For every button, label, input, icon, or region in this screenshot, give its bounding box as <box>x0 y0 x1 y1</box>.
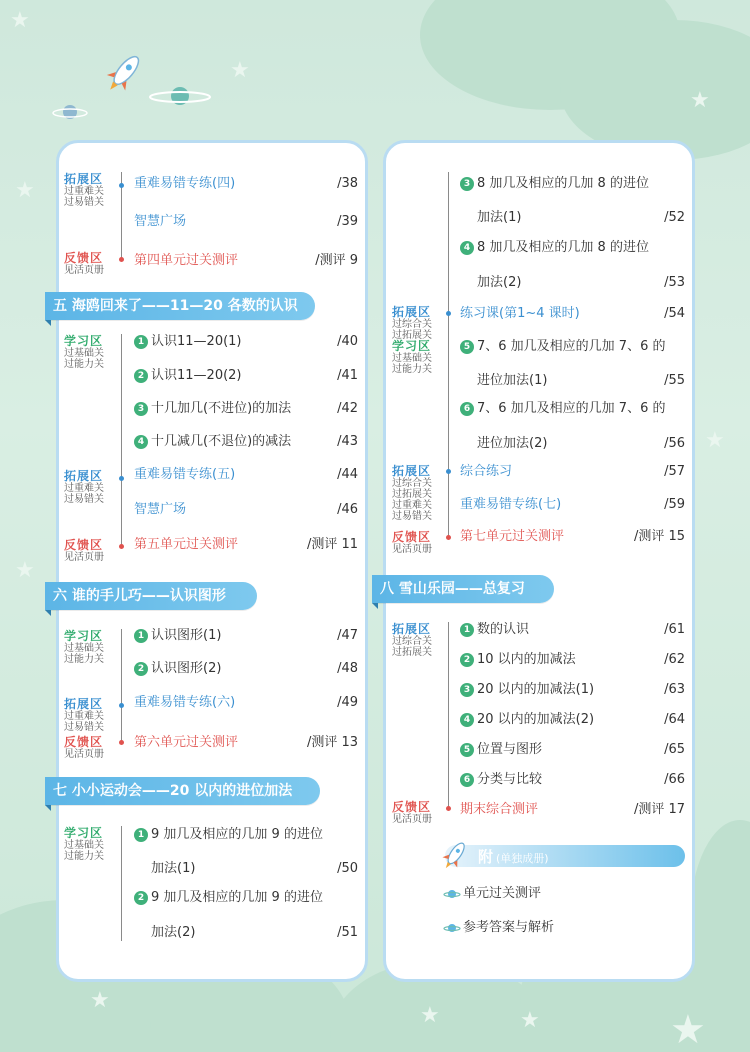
zone-subtitle: 过综合关 <box>392 636 432 647</box>
star-icon: ★ <box>670 1007 706 1052</box>
entry-title: 第六单元过关测评 <box>134 735 239 750</box>
zone-subtitle: 过拓展关 <box>392 489 432 500</box>
toc-entry[interactable] <box>460 621 529 639</box>
lesson-number-badge: 1 <box>134 629 148 643</box>
zone-subtitle: 过基础关 <box>64 840 104 851</box>
zone-subtitle: 过重难关 <box>392 500 432 511</box>
toc-entry[interactable] <box>460 239 649 257</box>
rocket-icon <box>440 838 470 872</box>
zone-title: 拓展区 <box>392 464 432 478</box>
entry-title: 加法(2) <box>151 925 196 940</box>
zone-study <box>64 629 104 665</box>
entry-title: 7、6 加几及相应的几加 7、6 的 <box>477 401 666 416</box>
lesson-number-badge: 3 <box>134 402 148 416</box>
zone-subtitle: 过能力关 <box>64 359 104 370</box>
unit-banner: 六 谁的手儿巧——认识图形 <box>45 582 257 610</box>
entry-title: 十几加几(不进位)的加法 <box>151 401 292 416</box>
timeline-dot <box>119 544 124 549</box>
zone-title: 反馈区 <box>392 800 432 814</box>
toc-entry-continued[interactable] <box>151 924 195 942</box>
star-icon: ★ <box>705 428 725 453</box>
toc-entry[interactable] <box>460 741 542 759</box>
lesson-number-badge: 2 <box>460 653 474 667</box>
page-number: /61 <box>664 622 685 637</box>
page-number: /39 <box>337 214 358 229</box>
zone-subtitle: 见活页册 <box>392 814 432 825</box>
zone-title: 学习区 <box>64 629 104 643</box>
zone-subtitle: 过基础关 <box>64 348 104 359</box>
toc-entry[interactable] <box>134 734 238 752</box>
page-number: /62 <box>664 652 685 667</box>
toc-entry[interactable] <box>460 681 594 699</box>
zone-study <box>64 334 104 370</box>
zone-title: 拓展区 <box>64 172 104 186</box>
zone-title: 反馈区 <box>64 735 104 749</box>
zone-title: 拓展区 <box>64 697 104 711</box>
entry-title: 8 加几及相应的几加 8 的进位 <box>477 240 649 255</box>
timeline-dot <box>119 257 124 262</box>
planet-icon <box>145 82 215 112</box>
zone-title: 学习区 <box>64 826 104 840</box>
page-number: /43 <box>337 434 358 449</box>
toc-entry[interactable] <box>134 433 291 451</box>
zone-expand <box>392 305 432 341</box>
toc-entry[interactable] <box>134 536 238 554</box>
page-number: /51 <box>337 925 358 940</box>
toc-entry-continued[interactable] <box>477 372 547 390</box>
toc-entry[interactable] <box>134 400 291 418</box>
lesson-number-badge: 5 <box>460 743 474 757</box>
toc-entry[interactable] <box>134 252 238 270</box>
entry-title: 加法(1) <box>477 210 522 225</box>
zone-title: 学习区 <box>64 334 104 348</box>
lesson-number-badge: 2 <box>134 369 148 383</box>
entry-title: 数的认识 <box>477 622 530 637</box>
page-number: /48 <box>337 661 358 676</box>
page-number: /38 <box>337 176 358 191</box>
toc-entry-continued[interactable] <box>477 209 521 227</box>
star-icon: ★ <box>690 88 710 113</box>
page-number: /44 <box>337 467 358 482</box>
toc-entry[interactable] <box>460 338 665 356</box>
star-icon: ★ <box>90 988 110 1013</box>
page-number: /测评 11 <box>306 537 358 552</box>
entry-title: 9 加几及相应的几加 9 的进位 <box>151 827 323 842</box>
unit-banner: 七 小小运动会——20 以内的进位加法 <box>45 777 320 805</box>
unit-banner: 八 雪山乐园——总复习 <box>372 575 554 603</box>
rocket-icon <box>100 48 150 96</box>
appendix-item[interactable]: 单元过关测评 <box>463 886 542 901</box>
zone-study <box>392 339 432 375</box>
zone-title: 反馈区 <box>64 538 104 552</box>
entry-title: 第七单元过关测评 <box>460 529 565 544</box>
toc-entry[interactable] <box>134 660 221 678</box>
planet-icon <box>443 922 461 934</box>
timeline-dot <box>119 476 124 481</box>
lesson-number-badge: 6 <box>460 773 474 787</box>
appendix-item[interactable]: 参考答案与解析 <box>463 920 555 935</box>
planet-icon <box>443 888 461 900</box>
page-number: /54 <box>664 306 685 321</box>
entry-title: 加法(1) <box>151 861 196 876</box>
toc-entry[interactable] <box>134 367 242 385</box>
entry-title: 位置与图形 <box>477 742 543 757</box>
timeline <box>448 622 449 810</box>
toc-entry[interactable] <box>134 466 235 484</box>
entry-title: 7、6 加几及相应的几加 7、6 的 <box>477 339 666 354</box>
entry-title: 第四单元过关测评 <box>134 253 239 268</box>
entry-title: 综合练习 <box>460 464 513 479</box>
zone-expand <box>64 697 104 733</box>
zone-expand <box>64 172 104 208</box>
entry-title: 认识11—20(2) <box>151 368 242 383</box>
toc-entry[interactable] <box>460 651 576 669</box>
page-number: /56 <box>664 436 685 451</box>
lesson-number-badge: 1 <box>134 828 148 842</box>
zone-title: 反馈区 <box>64 251 104 265</box>
entry-title: 认识11—20(1) <box>151 334 242 349</box>
toc-entry[interactable] <box>460 463 512 481</box>
timeline-dot <box>119 740 124 745</box>
toc-entry[interactable] <box>134 889 323 907</box>
timeline-dot <box>119 183 124 188</box>
zone-title: 学习区 <box>392 339 432 353</box>
entry-title: 十几减几(不退位)的减法 <box>151 434 292 449</box>
lesson-number-badge: 6 <box>460 402 474 416</box>
entry-title: 智慧广场 <box>134 502 187 517</box>
toc-entry[interactable] <box>134 826 323 844</box>
page-number: /47 <box>337 628 358 643</box>
page-number: /测评 15 <box>633 529 685 544</box>
lesson-number-badge: 1 <box>460 623 474 637</box>
lesson-number-badge: 2 <box>134 891 148 905</box>
entry-title: 进位加法(2) <box>477 436 548 451</box>
page-number: /64 <box>664 712 685 727</box>
page-number: /测评 9 <box>315 253 358 268</box>
toc-entry-continued[interactable] <box>477 274 521 292</box>
toc-entry[interactable] <box>134 501 186 519</box>
appendix-subtitle: (单独成册) <box>496 852 549 865</box>
page-number: /50 <box>337 861 358 876</box>
star-icon: ★ <box>230 58 250 83</box>
timeline <box>448 172 449 538</box>
timeline-dot <box>446 806 451 811</box>
page-number: /52 <box>664 210 685 225</box>
zone-feedback <box>64 735 104 760</box>
entry-title: 练习课(第1~4 课时) <box>460 306 580 321</box>
zone-feedback <box>64 538 104 563</box>
page-number: /63 <box>664 682 685 697</box>
entry-title: 期末综合测评 <box>460 802 539 817</box>
entry-title: 重难易错专练(四) <box>134 176 236 191</box>
timeline <box>121 826 122 941</box>
zone-subtitle: 过易错关 <box>64 722 104 733</box>
star-icon: ★ <box>420 1003 440 1028</box>
entry-title: 重难易错专练(五) <box>134 467 236 482</box>
entry-title: 8 加几及相应的几加 8 的进位 <box>477 176 649 191</box>
zone-expand <box>64 469 104 505</box>
page-number: /41 <box>337 368 358 383</box>
page-number: /40 <box>337 334 358 349</box>
timeline-dot <box>446 469 451 474</box>
toc-entry[interactable] <box>460 496 561 514</box>
timeline <box>121 629 122 744</box>
entry-title: 9 加几及相应的几加 9 的进位 <box>151 890 323 905</box>
zone-subtitle: 过综合关 <box>392 319 432 330</box>
lesson-number-badge: 2 <box>134 662 148 676</box>
entry-title: 第五单元过关测评 <box>134 537 239 552</box>
entry-title: 进位加法(1) <box>477 373 548 388</box>
zone-expand <box>392 464 432 522</box>
timeline-dot <box>446 311 451 316</box>
toc-entry-continued[interactable] <box>151 860 195 878</box>
zone-subtitle: 见活页册 <box>64 749 104 760</box>
entry-title: 认识图形(2) <box>151 661 222 676</box>
star-icon: ★ <box>15 558 35 583</box>
zone-subtitle: 过基础关 <box>64 643 104 654</box>
zone-subtitle: 过能力关 <box>64 654 104 665</box>
zone-subtitle: 过易错关 <box>392 511 432 522</box>
toc-entry[interactable] <box>134 694 235 712</box>
timeline-dot <box>119 703 124 708</box>
toc-entry[interactable] <box>460 771 542 789</box>
page-number: /66 <box>664 772 685 787</box>
zone-subtitle: 见活页册 <box>392 544 432 555</box>
page-number: /42 <box>337 401 358 416</box>
zone-subtitle: 过易错关 <box>64 197 104 208</box>
lesson-number-badge: 4 <box>460 713 474 727</box>
star-icon: ★ <box>520 1008 540 1033</box>
page-number: /49 <box>337 695 358 710</box>
planet-icon <box>50 100 90 124</box>
page-number: /55 <box>664 373 685 388</box>
entry-title: 智慧广场 <box>134 214 187 229</box>
zone-title: 反馈区 <box>392 530 432 544</box>
lesson-number-badge: 3 <box>460 683 474 697</box>
toc-entry[interactable] <box>460 711 594 729</box>
zone-subtitle: 过易错关 <box>64 494 104 505</box>
toc-entry[interactable] <box>460 400 665 418</box>
zone-title: 拓展区 <box>392 305 432 319</box>
zone-subtitle: 过拓展关 <box>392 330 432 341</box>
page-number: /59 <box>664 497 685 512</box>
zone-title: 拓展区 <box>64 469 104 483</box>
entry-title: 20 以内的加减法(2) <box>477 712 595 727</box>
page-number: /46 <box>337 502 358 517</box>
toc-entry[interactable] <box>460 801 538 819</box>
zone-subtitle: 过基础关 <box>392 353 432 364</box>
entry-title: 重难易错专练(七) <box>460 497 562 512</box>
zone-subtitle: 见活页册 <box>64 265 104 276</box>
toc-entry-continued[interactable] <box>477 435 547 453</box>
toc-entry[interactable] <box>134 333 242 351</box>
toc-entry[interactable] <box>134 627 221 645</box>
unit-banner: 五 海鸥回来了——11—20 各数的认识 <box>45 292 315 320</box>
zone-study <box>64 826 104 862</box>
zone-feedback <box>392 530 432 555</box>
zone-subtitle: 过拓展关 <box>392 647 432 658</box>
zone-feedback <box>392 800 432 825</box>
zone-title: 拓展区 <box>392 622 432 636</box>
entry-title: 加法(2) <box>477 275 522 290</box>
zone-subtitle: 过重难关 <box>64 186 104 197</box>
appendix-title: 附 <box>478 848 494 866</box>
lesson-number-badge: 1 <box>134 335 148 349</box>
lesson-number-badge: 4 <box>460 241 474 255</box>
entry-title: 20 以内的加减法(1) <box>477 682 595 697</box>
lesson-number-badge: 5 <box>460 340 474 354</box>
zone-feedback <box>64 251 104 276</box>
page-number: /测评 17 <box>633 802 685 817</box>
page-number: /65 <box>664 742 685 757</box>
zone-subtitle: 见活页册 <box>64 552 104 563</box>
toc-entry[interactable] <box>460 305 580 323</box>
entry-title: 10 以内的加减法 <box>477 652 576 667</box>
page-number: /测评 13 <box>306 735 358 750</box>
zone-subtitle: 过重难关 <box>64 483 104 494</box>
star-icon: ★ <box>10 8 30 33</box>
lesson-number-badge: 3 <box>460 177 474 191</box>
zone-expand <box>392 622 432 658</box>
zone-subtitle: 过重难关 <box>64 711 104 722</box>
timeline <box>121 334 122 546</box>
zone-subtitle: 过能力关 <box>64 851 104 862</box>
star-icon: ★ <box>15 178 35 203</box>
entry-title: 分类与比较 <box>477 772 543 787</box>
lesson-number-badge: 4 <box>134 435 148 449</box>
zone-subtitle: 过能力关 <box>392 364 432 375</box>
timeline-dot <box>446 535 451 540</box>
zone-subtitle: 过综合关 <box>392 478 432 489</box>
entry-title: 认识图形(1) <box>151 628 222 643</box>
page-number: /53 <box>664 275 685 290</box>
page-number: /57 <box>664 464 685 479</box>
toc-entry[interactable] <box>460 528 564 546</box>
toc-entry[interactable] <box>134 175 235 193</box>
toc-entry[interactable] <box>134 213 186 231</box>
toc-entry[interactable] <box>460 175 649 193</box>
entry-title: 重难易错专练(六) <box>134 695 236 710</box>
